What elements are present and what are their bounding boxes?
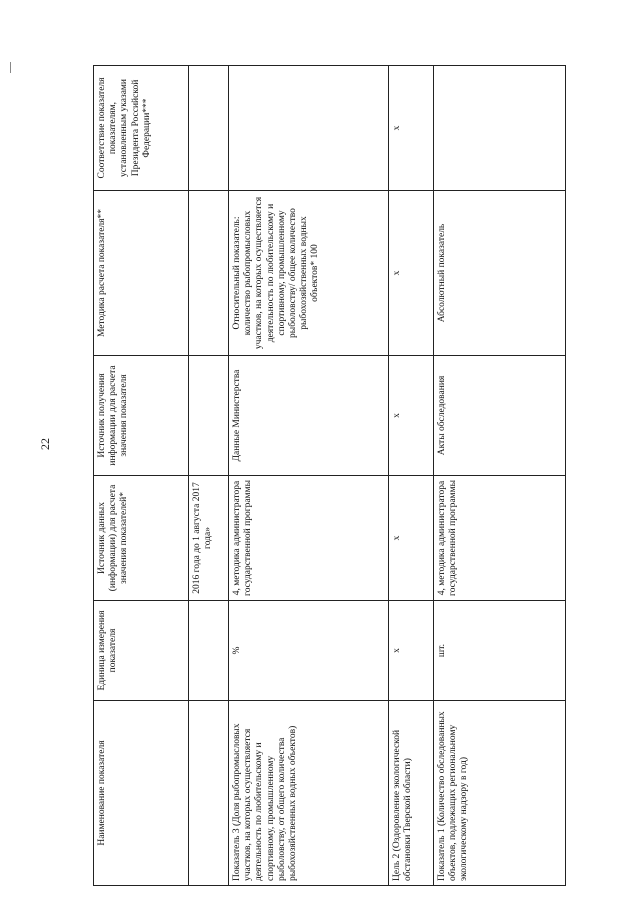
page-number: 22 xyxy=(38,438,52,450)
cell-name: Показатель 3 (Доля рыбопромысловых участков, на которых осуществляется деятельность по любительскому и спортивному, промышленному рыболовству, от общего количества рыбохозяйственных водных объектов) xyxy=(229,701,389,886)
indicator-table xyxy=(93,65,566,886)
cell-compliance xyxy=(229,66,389,191)
cell-unit: х xyxy=(389,601,434,701)
cell-compliance xyxy=(434,66,566,191)
cell-unit: шт. xyxy=(434,601,566,701)
margin-mark xyxy=(10,62,11,73)
header-source-info: Источник получения информации для расчета значения показателя xyxy=(94,356,189,476)
header-row xyxy=(94,66,189,886)
table-row xyxy=(389,66,434,886)
cell-source-info xyxy=(189,356,229,476)
cell-compliance: х xyxy=(389,66,434,191)
cell-source-info: Данные Министерства xyxy=(229,356,389,476)
cell-compliance xyxy=(189,66,229,191)
cell-method: Абсолютный показатель xyxy=(434,191,566,356)
header-compliance: Соответствие показателя показателям, установленным указами Президента Российской Федерации*** xyxy=(94,66,189,191)
header-method: Методика расчета показателя** xyxy=(94,191,189,356)
cell-name: Цель 2 (Оздоровление экологической обстановки Тверской области) xyxy=(389,701,434,886)
header-source-data: Источник данных (информации) для расчета значения показателей* xyxy=(94,476,189,601)
cell-source-info: Акты обследования xyxy=(434,356,566,476)
cell-name: Показатель 1 (Количество обследованных объектов, подлежащих региональному экологическому надзору в год) xyxy=(434,701,566,886)
table-row xyxy=(229,66,389,886)
cell-unit: % xyxy=(229,601,389,701)
header-unit: Единица измерения показателя xyxy=(94,601,189,701)
cell-source-data: 4, методика администратора государственной программы xyxy=(434,476,566,601)
cell-source-info: х xyxy=(389,356,434,476)
table-row xyxy=(189,66,229,886)
cell-method xyxy=(189,191,229,356)
cell-name xyxy=(189,701,229,886)
table-row xyxy=(434,66,566,886)
cell-source-data: х xyxy=(389,476,434,601)
cell-source-data: 2016 года до 1 августа 2017 года» xyxy=(189,476,229,601)
cell-method: Относительный показатель: количество рыбопромысловых участков, на которых осуществляется деятельность по любительскому и спортивному, промышленному рыболовству/ общее количество рыбохозяйственных водных объектов* 100 xyxy=(229,191,389,356)
cell-method: х xyxy=(389,191,434,356)
cell-source-data: 4, методика администратора государственной программы xyxy=(229,476,389,601)
indicator-table-rotated xyxy=(93,66,566,886)
header-name: Наименование показателя xyxy=(94,701,189,886)
cell-unit xyxy=(189,601,229,701)
